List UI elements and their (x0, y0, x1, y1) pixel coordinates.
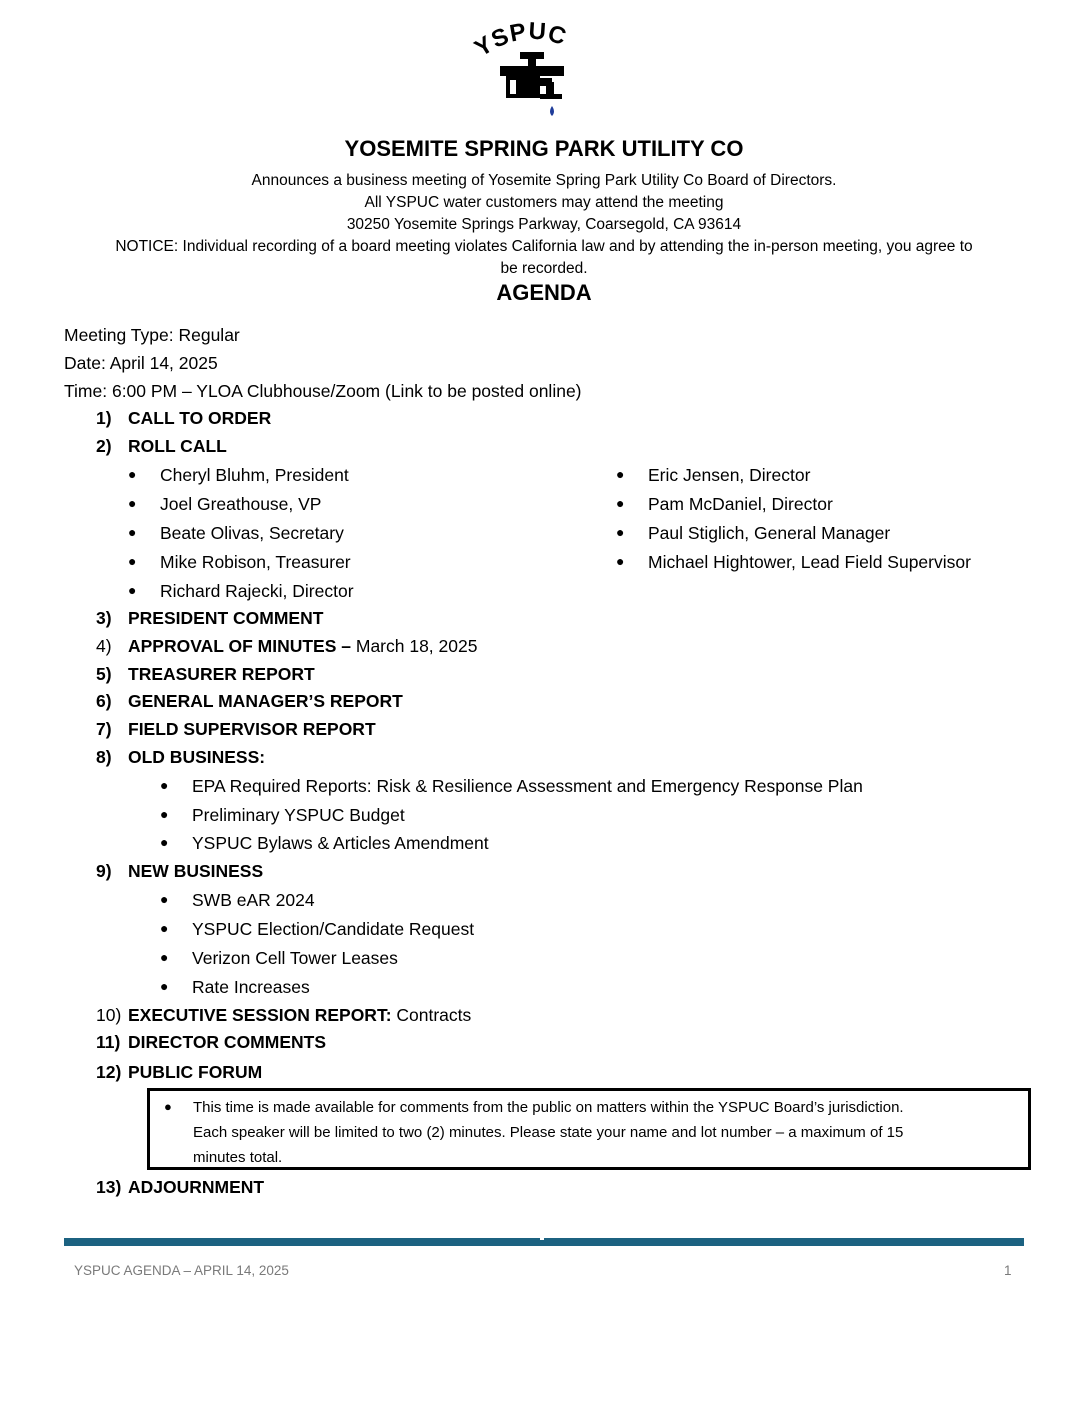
old-business-item: ● Preliminary YSPUC Budget (160, 805, 405, 825)
bullet-icon: ● (616, 466, 625, 482)
agenda-item-field-supervisor-report: 7) FIELD SUPERVISOR REPORT (96, 719, 376, 739)
public-forum-box (147, 1088, 1031, 1170)
notice-line-1: NOTICE: Individual recording of a board meeting violates California law and by attending the in-person meeting, you agree to (115, 238, 973, 255)
meeting-type: Meeting Type: Regular (64, 325, 240, 345)
roll-call-member: ● Eric Jensen, Director (616, 465, 811, 485)
agenda-item-president-comment: 3) PRESIDENT COMMENT (96, 608, 324, 628)
announcement-line: Announces a business meeting of Yosemite Spring Park Utility Co Board of Directors. (251, 172, 837, 189)
public-forum-line: minutes total. (193, 1149, 283, 1166)
roll-call-member: ● Michael Hightower, Lead Field Supervisor (616, 552, 971, 572)
attendance-line: All YSPUC water customers may attend the meeting (364, 194, 724, 211)
bullet-icon: ● (616, 524, 625, 540)
item-label: CALL TO ORDER (128, 408, 272, 428)
bullet-icon: ● (128, 524, 137, 540)
agenda-item-new-business: 9) NEW BUSINESS (96, 861, 264, 881)
bullet-icon: ● (616, 553, 625, 569)
agenda-item-call-to-order (96, 408, 271, 429)
roll-call-member: ● Beate Olivas, Secretary (128, 523, 344, 543)
address-line: 30250 Yosemite Springs Parkway, Coarsegold, CA 93614 (346, 216, 742, 233)
bullet-icon: ● (128, 495, 137, 511)
bullet-icon: ● (160, 806, 169, 822)
roll-call-member: ● Mike Robison, Treasurer (128, 552, 351, 572)
meeting-time: Time: 6:00 PM – YLOA Clubhouse/Zoom (Link to be posted online) (64, 381, 582, 401)
item-number: 2) (96, 436, 112, 456)
footer-title: YSPUC AGENDA – APRIL 14, 2025 (74, 1263, 289, 1278)
bullet-icon: ● (164, 1099, 172, 1114)
old-business-item: ● EPA Required Reports: Risk & Resilience Assessment and Emergency Response Plan (160, 776, 863, 796)
agenda-item-public-forum: 12) PUBLIC FORUM (96, 1062, 263, 1082)
item-label: ROLL CALL (128, 436, 227, 456)
page-number: 1 (1004, 1263, 1012, 1278)
agenda-item-executive-session-report: 10) EXECUTIVE SESSION REPORT: Contracts (96, 1005, 472, 1025)
bullet-icon: ● (128, 553, 137, 569)
bullet-icon: ● (160, 777, 169, 793)
organization-title: YOSEMITE SPRING PARK UTILITY CO (344, 136, 744, 161)
roll-call-member: ● Joel Greathouse, VP (128, 494, 322, 514)
agenda-item-adjournment: 13) ADJOURNMENT (96, 1177, 265, 1197)
agenda-item-director-comments: 11) DIRECTOR COMMENTS (96, 1032, 327, 1052)
new-business-item: ● Verizon Cell Tower Leases (160, 948, 398, 968)
agenda-item-roll-call (96, 436, 227, 457)
agenda-item-approval-of-minutes: 4) APPROVAL OF MINUTES – March 18, 2025 (96, 636, 478, 656)
bullet-icon: ● (160, 949, 169, 965)
notice-line-2: be recorded. (500, 260, 588, 277)
new-business-item: ● YSPUC Election/Candidate Request (160, 919, 475, 939)
yspuc-logo (470, 22, 594, 118)
bullet-icon: ● (160, 978, 169, 994)
bullet-icon: ● (128, 582, 137, 598)
footer-rule (64, 1238, 1024, 1246)
public-forum-text (193, 1095, 1019, 1170)
bullet-icon: ● (128, 466, 137, 482)
new-business-item: ● Rate Increases (160, 977, 310, 997)
roll-call-member: ● Cheryl Bluhm, President (128, 465, 349, 485)
bullet-icon: ● (160, 920, 169, 936)
roll-call-member: ● Pam McDaniel, Director (616, 494, 833, 514)
bullet-icon: ● (616, 495, 625, 511)
bullet-icon: ● (160, 891, 169, 907)
water-faucet-logo-icon (470, 22, 594, 118)
roll-call-member: ● Paul Stiglich, General Manager (616, 523, 891, 543)
logo-arc-text: YSPUC (470, 22, 571, 63)
footer-rule-gap (540, 1238, 544, 1240)
item-number: 1) (96, 408, 112, 428)
public-forum-line: Each speaker will be limited to two (2) minutes. Please state your name and lot number – a maximum of 15 (193, 1124, 904, 1141)
agenda-item-general-manager-report: 6) GENERAL MANAGER’S REPORT (96, 691, 403, 711)
new-business-item: ● SWB eAR 2024 (160, 890, 315, 910)
meeting-date: Date: April 14, 2025 (64, 353, 218, 373)
agenda-item-old-business: 8) OLD BUSINESS: (96, 747, 266, 767)
bullet-icon: ● (160, 834, 169, 850)
agenda-title: AGENDA (496, 280, 592, 305)
old-business-item: ● YSPUC Bylaws & Articles Amendment (160, 833, 489, 853)
public-forum-line: This time is made available for comments from the public on matters within the YSPUC Board’s jurisdiction. (193, 1099, 904, 1116)
agenda-item-treasurer-report: 5) TREASURER REPORT (96, 664, 315, 684)
roll-call-member: ● Richard Rajecki, Director (128, 581, 354, 601)
